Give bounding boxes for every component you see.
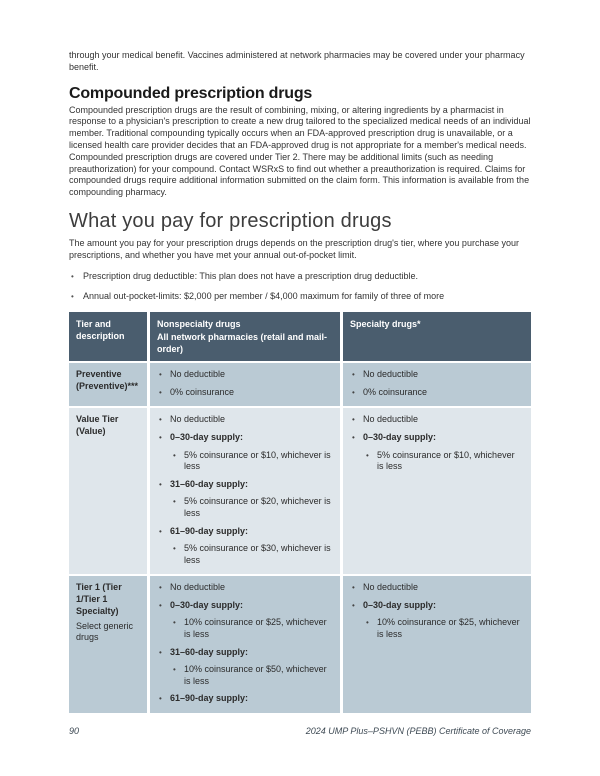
bullet-item [363,617,523,640]
bullet-item [349,414,523,426]
bullet-item [349,369,523,381]
bullet-text: 31–60-day supply: [170,478,249,489]
bullet-icon: • [366,618,369,628]
bullet-icon: • [159,526,162,536]
table-row [69,576,531,713]
bullet-text: 5% coinsurance or $30, whichever is less [184,543,331,565]
bullet-icon: • [366,450,369,460]
list-item [69,271,531,283]
bullet-item [170,496,332,519]
bullet-item [363,450,523,473]
bullet-item [349,600,523,612]
bullet-icon: • [173,618,176,628]
tier-subtitle: Select generic drugs [76,620,134,643]
bullet-item [349,432,523,444]
bullet-icon: • [159,647,162,657]
page-content [69,0,531,736]
intro-paragraph: through your medical benefit. Vaccines administered at network pharmacies may be covered under your pharmacy benefit. [69,50,525,72]
bullet-item [170,543,332,566]
bullet-item [170,664,332,687]
bullet-icon: • [352,600,355,610]
bullet-icon: • [352,432,355,442]
footer-document-title: 2024 UMP Plus–PSHVN (PEBB) Certificate of Coverage [305,726,531,737]
table-row [69,408,531,574]
bullet-text: No deductible [170,582,226,593]
bullet-icon: • [71,292,74,302]
bullet-item [349,387,523,399]
compounded-paragraph: Compounded prescription drugs are the result of combining, mixing, or altering ingredients by a pharmacist in response to a physician's prescription to create a new drug tailored to the specialized medical needs of an individual member. Traditional compounding typically occurs when an FDA-approved prescription drug is unavailable, or a licensed health care provider decides that an FDA-approved drug is not appropriate for a member's medical needs. Compounded prescription drugs are covered under Tier 2. There may be additional limits (such as needing preauthorization) for your compound. Contact WSRxS to find out whether a preauthorization is required. Claims for compounded drugs require additional information submitted on the claim form. This information is available from the compounding pharmacy. [69,104,531,198]
bullet-text: 10% coinsurance or $50, whichever is less [184,664,327,686]
bullet-icon: • [159,694,162,704]
header-line1: Specialty drugs* [350,319,421,330]
specialty-cell [343,408,531,574]
nonspecialty-cell [150,576,340,713]
bullet-item [156,693,332,705]
bullet-text: No deductible [363,369,419,380]
bullet-icon: • [159,387,162,397]
table-body [69,363,531,713]
bullet-icon: • [173,497,176,507]
header-line2: All network pharmacies (retail and mail-order) [157,332,328,355]
bullet-item [170,450,332,473]
header-cell-1 [150,312,340,361]
nonspecialty-cell [150,363,340,406]
bullet-item [156,582,332,594]
bullet-icon: • [159,432,162,442]
tier-table [69,312,531,713]
bullet-icon: • [159,370,162,380]
header-line1: Tier and description [76,319,125,342]
bullet-item [156,600,332,612]
bullet-text: No deductible [363,582,419,593]
bullet-item [156,479,332,491]
bullet-icon: • [159,479,162,489]
bullet-item [156,387,332,399]
bullet-item [156,647,332,659]
header-cell-0 [69,312,147,361]
bullet-text: 5% coinsurance or $10, whichever is less [377,449,515,472]
bullet-icon: • [352,370,355,380]
bullet-item [349,582,523,594]
bullet-list [69,271,531,304]
bullet-icon: • [352,387,355,397]
bullet-text: 0–30-day supply: [363,599,437,610]
page-number: 90 [69,726,80,737]
bullet-text: No deductible [170,369,226,380]
bullet-icon: • [173,665,176,675]
header-cell-2 [343,312,531,361]
bullet-text: No deductible [363,414,419,425]
bullet-text: 10% coinsurance or $25, whichever is less [377,617,520,640]
bullet-item [156,369,332,381]
tier-title: Preventive (Preventive)*** [76,369,139,391]
bullet-icon: • [173,450,176,460]
bullet-item [156,526,332,538]
bullet-icon: • [159,583,162,593]
tier-cell [69,576,147,713]
tier-title: Tier 1 (Tier 1/Tier 1 Specialty) [76,582,122,616]
bullet-text: 5% coinsurance or $10, whichever is less [184,449,331,472]
bullet-icon: • [173,544,176,554]
bullet-icon: • [71,271,74,281]
bullet-text: 61–90-day supply: [170,693,249,704]
specialty-cell [343,576,531,713]
tier-cell [69,408,147,574]
bullet-icon: • [159,600,162,610]
list-item-text: Prescription drug deductible: This plan does not have a prescription drug deductible. [83,270,419,281]
nonspecialty-cell [150,408,340,574]
bullet-text: No deductible [170,414,226,425]
bullet-item [170,617,332,640]
bullet-icon: • [159,415,162,425]
bullet-item [156,432,332,444]
specialty-cell [343,363,531,406]
bullet-text: 0% coinsurance [363,386,428,397]
table-row [69,363,531,406]
table-header-row [69,312,531,361]
bullet-text: 5% coinsurance or $20, whichever is less [184,496,331,518]
bullet-text: 0–30-day supply: [170,431,244,442]
bullet-text: 61–90-day supply: [170,525,249,536]
bullet-icon: • [352,583,355,593]
bullet-text: 0–30-day supply: [170,599,244,610]
what-you-pay-paragraph: The amount you pay for your prescription drugs depends on the prescription drug's tier, where you purchase your prescriptions, and whether you have met your annual out-of-pocket limit. [69,237,519,260]
list-item [69,291,531,303]
page-footer [69,726,531,736]
bullet-icon: • [352,415,355,425]
list-item-text: Annual out-pocket-limits: $2,000 per member / $4,000 maximum for family of three of more [83,291,445,302]
bullet-item [156,414,332,426]
tier-title: Value Tier (Value) [76,414,119,437]
bullet-text: 10% coinsurance or $25, whichever is less [184,617,327,640]
tier-cell [69,363,147,406]
bullet-text: 0–30-day supply: [363,431,437,442]
compounded-heading: Compounded prescription drugs [69,84,313,102]
what-you-pay-heading: What you pay for prescription drugs [69,209,392,232]
header-line1: Nonspecialty drugs [157,319,241,330]
bullet-text: 31–60-day supply: [170,646,249,657]
bullet-text: 0% coinsurance [170,386,235,397]
